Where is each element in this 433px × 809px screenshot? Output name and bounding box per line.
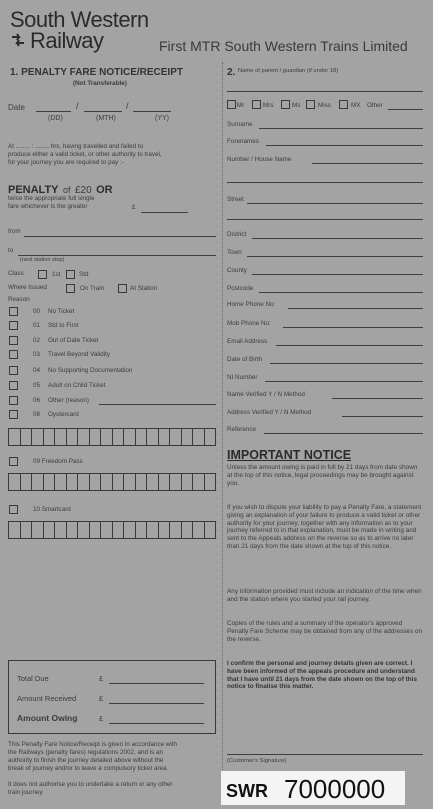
reason-05-checkbox[interactable] (9, 381, 18, 390)
title-ms-checkbox[interactable] (281, 100, 290, 109)
smartcard-checkbox[interactable] (9, 505, 18, 514)
at-text-1: At ........ : ........ hrs, having travelled and failed to (8, 143, 144, 150)
reason-02-text: Out of Date Ticket (48, 337, 99, 344)
date-mth-field[interactable] (84, 111, 122, 112)
date-label: Date (8, 103, 25, 112)
freedom-pass-checkbox[interactable] (9, 457, 18, 466)
address-line-2-field[interactable] (227, 182, 423, 183)
title-ms-label: Ms (292, 102, 301, 109)
reason-02-code: 02 (33, 337, 41, 344)
signature-label: (Customer's Signature) (227, 758, 287, 764)
reason-06-code: 06 (33, 397, 41, 404)
to-label: to (8, 247, 14, 254)
title-mx-checkbox[interactable] (339, 100, 348, 109)
name-verified-field[interactable] (332, 398, 423, 399)
reason-08-checkbox[interactable] (9, 410, 18, 419)
email-label: Email Address (227, 338, 268, 345)
amount-received-label: Amount Received (17, 694, 77, 703)
reason-08-text: Oystercard (48, 411, 79, 418)
total-due-label: Total Due (17, 674, 49, 683)
freedom-pass-number-boxes[interactable] (8, 473, 216, 491)
from-field[interactable] (24, 236, 216, 237)
footer-text-4: break of journey and/or to leave a compulsory ticket area. (8, 765, 169, 772)
date-mth-hint: (MTH) (96, 115, 116, 122)
where-issued-label: Where Issued (8, 284, 47, 291)
brand-arrows-icon (10, 32, 26, 48)
reason-04-checkbox[interactable] (9, 366, 18, 375)
postcode-field[interactable] (259, 292, 423, 293)
reason-06-text: Other (reason) (48, 397, 89, 404)
house-name-label: Number / House Name (227, 156, 292, 163)
date-sep-2: / (126, 101, 129, 111)
footer-text-3: authority to finish the journey detailed above without the (8, 757, 164, 764)
amount-owing-pound: £ (99, 714, 104, 723)
town-field[interactable] (247, 256, 423, 257)
notice-paragraph-5: I confirm the personal and journey details given are correct. I have been informed of the appeals procedure and understand that I have until 21 days from the date shown on the top of this notice to finalise this matter. (227, 660, 417, 691)
county-field[interactable] (252, 274, 423, 275)
dob-field[interactable] (270, 363, 423, 364)
title-other-field[interactable] (388, 109, 423, 110)
address-verified-field[interactable] (342, 416, 423, 417)
amount-owing-field[interactable] (109, 723, 204, 724)
date-yy-hint: (YY) (155, 115, 169, 122)
reason-02-checkbox[interactable] (9, 336, 18, 345)
at-text-3: for your journey you are required to pay :- (8, 159, 124, 166)
reason-label: Reason (8, 296, 30, 303)
reference-field[interactable] (264, 433, 423, 434)
twice-text-2: fare whichever is the greater (8, 203, 88, 210)
reason-03-code: 03 (33, 351, 41, 358)
company-name: First MTR South Western Trains Limited (159, 38, 408, 54)
footer-text-5: It does not authorise you to undertake a return or any other (8, 781, 173, 788)
class-1st-label: 1st (52, 271, 61, 278)
county-label: County (227, 267, 247, 274)
twice-text-1: twice the appropriate full single (8, 195, 95, 202)
name-verified-label: Name Verified Y / N Method (227, 391, 305, 398)
on-train-checkbox[interactable] (66, 284, 75, 293)
class-label: Class (8, 270, 24, 277)
brand-line1: South Western (10, 7, 149, 32)
date-dd-hint: (DD) (48, 115, 63, 122)
at-station-label: At Station (130, 285, 158, 292)
from-label: from (8, 228, 21, 235)
penalty-of: of (62, 185, 71, 195)
ni-number-field[interactable] (265, 381, 423, 382)
address-line-4-field[interactable] (227, 219, 423, 220)
address-verified-label: Address Verified Y / N Method (227, 409, 312, 416)
smartcard-label: 10 Smartcard (33, 506, 71, 513)
mob-phone-label: Mob Phone No: (227, 320, 271, 327)
district-field[interactable] (252, 238, 423, 239)
postcode-label: Postcode (227, 285, 254, 292)
amount-received-field[interactable] (109, 703, 204, 704)
reason-00-code: 00 (33, 308, 41, 315)
reason-03-text: Travel Beyond Validity (48, 351, 110, 358)
notice-paragraph-2: If you wish to dispute your liability to pay a Penalty Fare, a statement giving an explanation of your failure to produce a valid ticket or other authority for your journey, together with any information as to your journey referred to in that explanation, must be made in writing and sent to the Appeals address on the reverse so as to arrive no later than 21 days from the date shown at the top of this notice. (227, 504, 422, 551)
total-due-pound: £ (99, 674, 104, 683)
district-label: District (227, 231, 247, 238)
dob-label: Date of Birth (227, 356, 262, 363)
class-std-checkbox[interactable] (66, 270, 75, 279)
reason-01-checkbox[interactable] (9, 321, 18, 330)
reason-01-text: Std to First (48, 322, 79, 329)
surname-label: Surname (227, 121, 253, 128)
on-train-label: On Train (80, 285, 105, 292)
to-field[interactable] (18, 255, 216, 256)
guardian-title: Name of parent / guardian (if under 18) (238, 68, 339, 74)
important-notice-title: IMPORTANT NOTICE (227, 448, 352, 462)
not-transferable: (Not Transferable) (73, 80, 127, 87)
title-mrs-checkbox[interactable] (252, 100, 261, 109)
column-divider (222, 62, 223, 804)
reference-label: Reference (227, 426, 257, 433)
serial-number: 7000000 (284, 774, 386, 804)
mob-phone-field[interactable] (283, 327, 423, 328)
total-due-field[interactable] (109, 683, 204, 684)
reason-01-code: 01 (33, 322, 41, 329)
title-mrs-label: Mrs (263, 102, 274, 109)
reason-04-text: No Supporting Documentation (48, 367, 133, 374)
penalty-amount: £20 (74, 185, 92, 196)
title-other-label: Other (367, 102, 383, 109)
reason-04-code: 04 (33, 367, 41, 374)
at-station-checkbox[interactable] (118, 284, 127, 293)
penalty-word: PENALTY (8, 184, 59, 196)
penalty-or: OR (96, 184, 113, 196)
street-field[interactable] (247, 203, 423, 204)
class-std-label: Std (79, 271, 89, 278)
date-dd-field[interactable] (36, 111, 71, 112)
reason-00-text: No Ticket (48, 308, 75, 315)
notice-paragraph-1: Unless the amount owing is paid in full by 21 days from date shown at the top of this notice, legal proceedings may be brought against you. (227, 464, 418, 487)
notice-paragraph-3: Any information provided must include an indication of the time when and the station where you started your rail journey. (227, 588, 422, 603)
footer-text-6: train journey. (8, 789, 44, 796)
brand-line2: Railway (30, 28, 104, 53)
reason-05-text: Adult on Child Ticket (48, 382, 106, 389)
house-name-field[interactable] (312, 163, 423, 164)
twice-pound: £ (132, 204, 136, 211)
date-yy-field[interactable] (133, 111, 171, 112)
twice-amount-field[interactable] (141, 212, 188, 213)
amount-owing-label: Amount Owing (17, 713, 78, 723)
forenames-field[interactable] (266, 145, 423, 146)
footer-text-1: This Penalty Fare Notice/Receipt is given in accordance with (8, 741, 178, 748)
oystercard-number-boxes[interactable] (8, 428, 216, 446)
reason-other-field[interactable] (99, 404, 216, 405)
reason-00-checkbox[interactable] (9, 307, 18, 316)
street-label: Street (227, 196, 244, 203)
home-phone-label: Home Phone No: (227, 301, 276, 308)
smartcard-number-boxes[interactable] (8, 521, 216, 539)
home-phone-field[interactable] (288, 308, 423, 309)
section-num-2: 2. (227, 67, 236, 78)
title-mr-label: Mr (237, 102, 245, 109)
next-station-hint: (next station stop) (20, 257, 65, 263)
reason-08-code: 08 (33, 411, 41, 418)
class-1st-checkbox[interactable] (38, 270, 47, 279)
section-title-penalty: 1. PENALTY FARE NOTICE/RECEIPT (10, 67, 183, 78)
date-sep-1: / (76, 101, 79, 111)
town-label: Town (227, 249, 242, 256)
footer-text-2: the Railways (penalty fares) regulations 2002, and is an (8, 749, 164, 756)
amount-received-pound: £ (99, 694, 104, 703)
forenames-label: Forenames (227, 138, 259, 145)
title-miss-checkbox[interactable] (306, 100, 315, 109)
reason-06-checkbox[interactable] (9, 396, 18, 405)
reason-05-code: 05 (33, 382, 41, 389)
email-field[interactable] (276, 345, 423, 346)
freedom-pass-label: 09 Freedom Pass (33, 458, 83, 465)
serial-prefix: SWR (226, 781, 268, 801)
ni-number-label: NI Number (227, 374, 258, 381)
at-text-2: produce either a valid ticket, or other authority to travel, (8, 151, 162, 158)
surname-field[interactable] (259, 128, 423, 129)
signature-field[interactable] (227, 754, 423, 755)
reason-03-checkbox[interactable] (9, 350, 18, 359)
guardian-field[interactable] (227, 91, 423, 92)
title-mr-checkbox[interactable] (227, 100, 236, 109)
title-mx-label: MX (351, 102, 361, 109)
title-miss-label: Miss (318, 102, 331, 109)
notice-paragraph-4: Copies of the rules and a summary of the operator's approved Penalty Fare Scheme may be obtained from any of the addresses on the reverse. (227, 620, 423, 643)
